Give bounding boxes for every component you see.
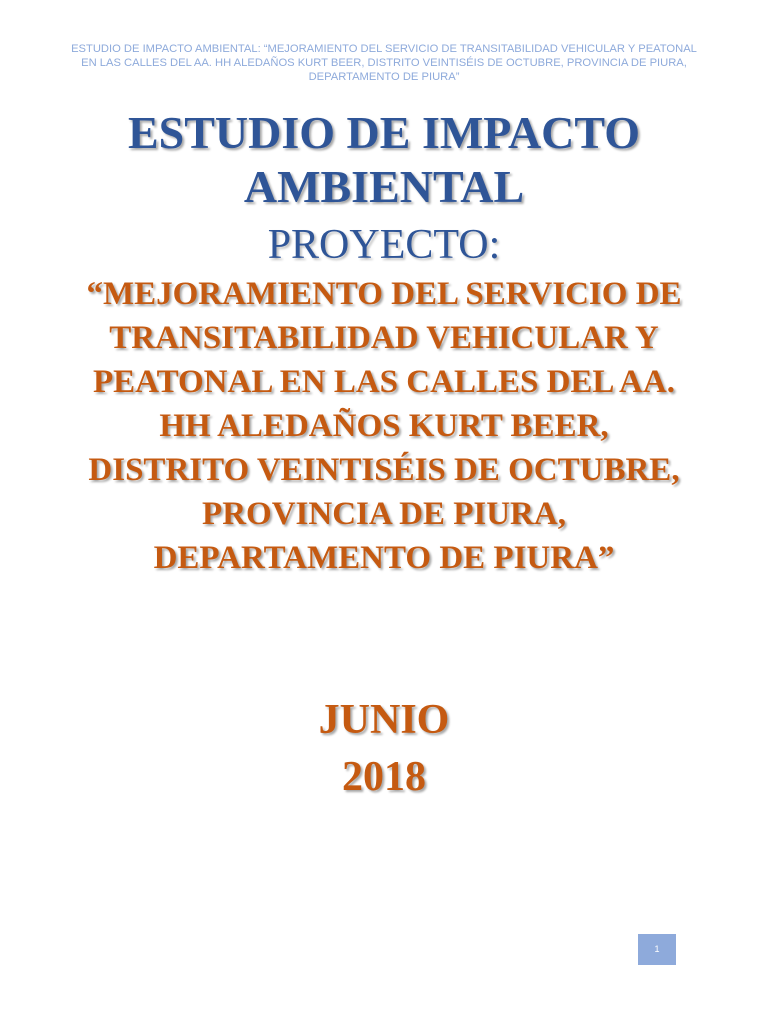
running-header: ESTUDIO DE IMPACTO AMBIENTAL: “MEJORAMIENTO DEL SERVICIO DE TRANSITABILIDAD VEHICULAR Y PEATONAL EN LAS CALLES DEL AA. HH ALEDAÑOS KURT BEER, DISTRITO VEINTISÉIS DE OCTUBRE, PROVINCIA DE PIURA, DEPARTAMENTO DE PIURA” (71, 43, 697, 83)
document-title: ESTUDIO DE IMPACTO AMBIENTAL (127, 107, 641, 212)
date-block (40, 692, 728, 806)
page-number-badge: 1 (638, 934, 676, 965)
date-year: 2018 (342, 754, 426, 800)
date-month: JUNIO (318, 697, 450, 743)
project-label: PROYECTO: (267, 222, 501, 268)
project-name: “MEJORAMIENTO DEL SERVICIO DE TRANSITABILIDAD VEHICULAR Y PEATONAL EN LAS CALLES DEL AA. HH ALEDAÑOS KURT BEER, DISTRITO VEINTISÉIS DE OCTUBRE, PROVINCIA DE PIURA, DEPARTAMENTO DE PIURA” (86, 276, 682, 576)
